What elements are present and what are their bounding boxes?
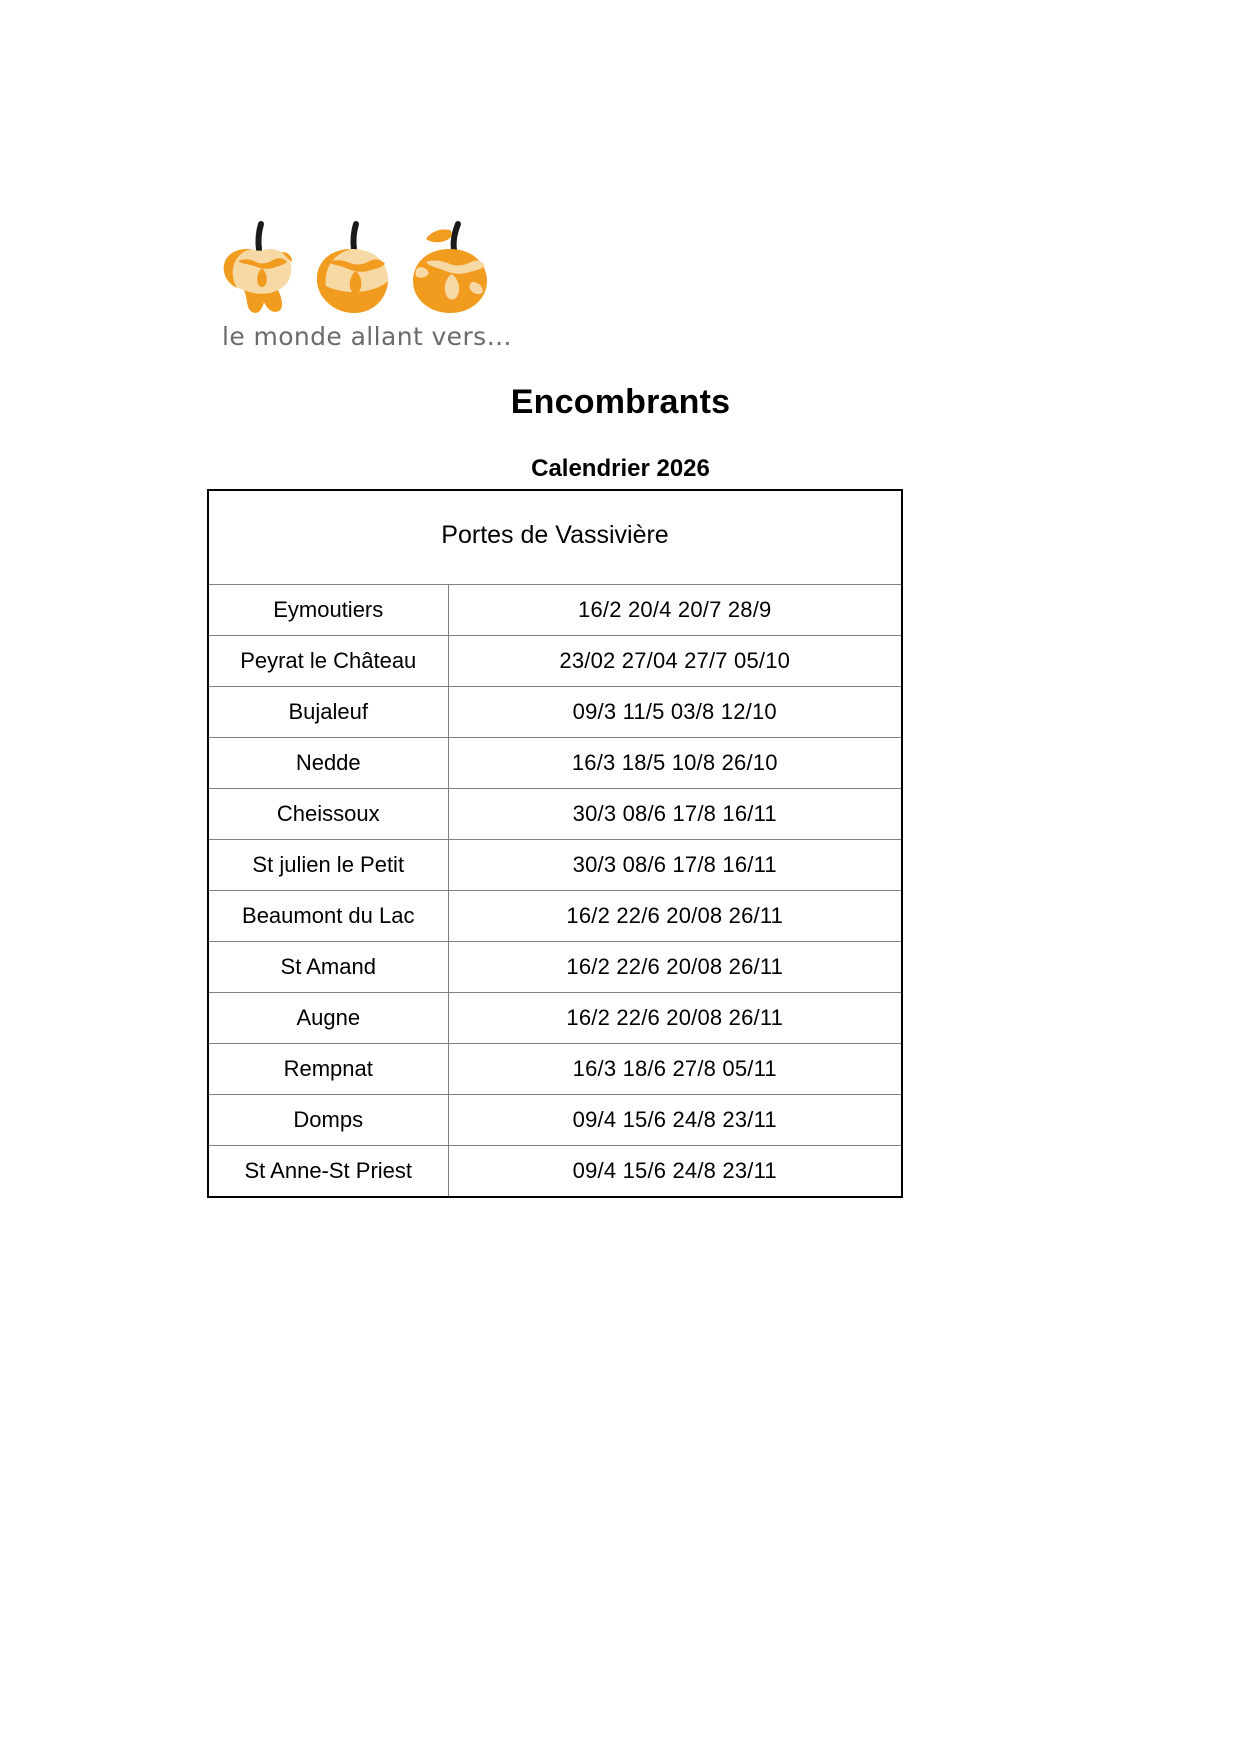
commune-name-cell: Nedde xyxy=(208,738,448,789)
collection-dates-cell: 09/4 15/6 24/8 23/11 xyxy=(448,1095,902,1146)
commune-name-cell: Domps xyxy=(208,1095,448,1146)
table-row xyxy=(208,840,902,891)
collection-dates-cell: 30/3 08/6 17/8 16/11 xyxy=(448,840,902,891)
commune-name-cell: Peyrat le Château xyxy=(208,636,448,687)
collection-dates-cell: 30/3 08/6 17/8 16/11 xyxy=(448,789,902,840)
collection-calendar-table xyxy=(207,489,903,1198)
commune-name-cell: Beaumont du Lac xyxy=(208,891,448,942)
table-row xyxy=(208,1044,902,1095)
page-title: Encombrants xyxy=(510,383,731,421)
collection-dates-cell: 16/2 22/6 20/08 26/11 xyxy=(448,993,902,1044)
whole-apple-globe-icon xyxy=(408,216,494,316)
table-row xyxy=(208,687,902,738)
table-row xyxy=(208,636,902,687)
table-row xyxy=(208,738,902,789)
table-row xyxy=(208,585,902,636)
table-row xyxy=(208,1095,902,1146)
commune-name-cell: Eymoutiers xyxy=(208,585,448,636)
logo-tagline: le monde allant vers… xyxy=(222,322,512,351)
sector-header: Portes de Vassivière xyxy=(208,490,902,585)
collection-dates-cell: 16/2 22/6 20/08 26/11 xyxy=(448,891,902,942)
collection-dates-cell: 16/3 18/6 27/8 05/11 xyxy=(448,1044,902,1095)
collection-dates-cell: 09/3 11/5 03/8 12/10 xyxy=(448,687,902,738)
collection-dates-cell: 16/2 20/4 20/7 28/9 xyxy=(448,585,902,636)
commune-name-cell: Augne xyxy=(208,993,448,1044)
commune-name-cell: Cheissoux xyxy=(208,789,448,840)
collection-dates-cell: 23/02 27/04 27/7 05/10 xyxy=(448,636,902,687)
collection-dates-cell: 16/3 18/5 10/8 26/10 xyxy=(448,738,902,789)
table-header-row xyxy=(208,490,902,585)
calendar-table-container xyxy=(207,489,901,1198)
collection-dates-cell: 09/4 15/6 24/8 23/11 xyxy=(448,1146,902,1198)
commune-name-cell: St julien le Petit xyxy=(208,840,448,891)
table-body xyxy=(208,585,902,1198)
collection-dates-cell: 16/2 22/6 20/08 26/11 xyxy=(448,942,902,993)
table-row xyxy=(208,993,902,1044)
table-row xyxy=(208,1146,902,1198)
apple-core-globe-icon xyxy=(218,216,296,316)
page-subtitle: Calendrier 2026 xyxy=(531,455,710,482)
logo-fruit-group xyxy=(218,216,498,316)
commune-name-cell: Bujaleuf xyxy=(208,687,448,738)
table-row xyxy=(208,891,902,942)
commune-name-cell: Rempnat xyxy=(208,1044,448,1095)
bitten-apple-globe-icon xyxy=(312,216,392,316)
table-row xyxy=(208,942,902,993)
table-row xyxy=(208,789,902,840)
brand-logo xyxy=(218,216,512,351)
commune-name-cell: St Amand xyxy=(208,942,448,993)
commune-name-cell: St Anne-St Priest xyxy=(208,1146,448,1198)
